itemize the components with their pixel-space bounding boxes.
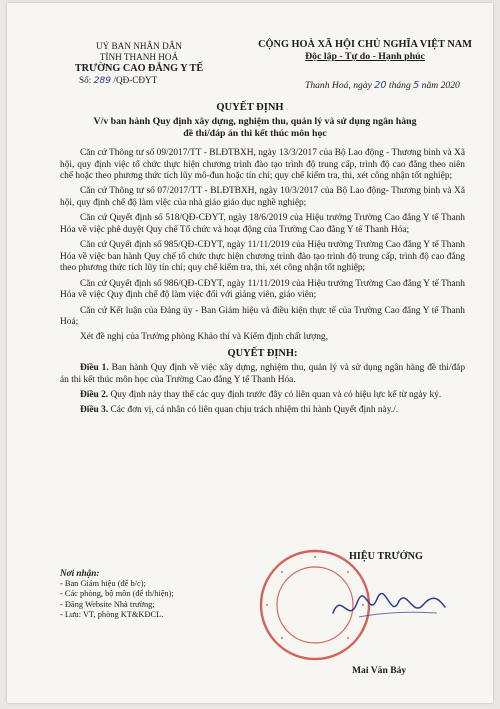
handwritten-month: 5 <box>413 80 420 91</box>
basis-paragraph: Căn cứ Kết luận của Đảng ủy - Ban Giám hiệu và điều kiện thực tế của Trường Cao đẳng Y tế Thanh Hoá; <box>60 305 465 328</box>
recipient-item: - Các phòng, bộ môn (để th/hiện); <box>60 589 174 599</box>
national-title: CỘNG HOÀ XÃ HỘI CHỦ NGHĨA VIỆT NAM <box>258 39 472 50</box>
decision-number: Số: 289 /QĐ-CĐYT <box>79 74 158 86</box>
basis-paragraph: Căn cứ Thông tư số 09/2017/TT - BLĐTBXH, ngày 13/3/2017 của Bộ Lao động - Thương binh và Xã hội, quy định việc tổ chức thực hiện chương trình đào tạo trình độ trung cấp, trình độ cao đẳng theo niên chế hoặc theo phương thức tích lũy mô-đun hoặc tín chỉ; quy chế kiểm tra, thi, xét công nhận tốt nghiệp; <box>60 148 465 182</box>
basis-paragraph: Căn cứ Quyết định số 986/QĐ-CĐYT, ngày 11/11/2019 của Hiệu trưởng Trường Cao đẳng Y tế Thanh Hóa về việc Quy định chế độ làm việc đối với giảng viên, giáo viên; <box>60 278 465 301</box>
school-name: TRƯỜNG CAO ĐẲNG Y TẾ <box>74 63 204 75</box>
document-title: QUYẾT ĐỊNH <box>216 102 284 113</box>
proposal-paragraph: Xét đề nghị của Trưởng phòng Khảo thí và Kiểm định chất lượng, <box>80 332 328 343</box>
national-header <box>245 39 485 63</box>
recipients-block <box>60 568 174 621</box>
signature-scribble-icon <box>329 583 449 633</box>
recipient-item: - Lưu: VT, phòng KT&KĐCL. <box>60 610 164 620</box>
article-3: Điều 3. Các đơn vị, cá nhân có liên quan chịu trách nhiệm thi hành Quyết định này./. <box>80 405 399 416</box>
handwritten-day: 20 <box>374 80 387 91</box>
article-2: Điều 2. Quy định này thay thế các quy định trước đây có liên quan và có hiệu lực kể từ ngày ký. <box>80 390 442 401</box>
basis-paragraph: Căn cứ Quyết định số 518/QĐ-CĐYT, ngày 18/6/2019 của Hiệu trưởng Trường Cao đẳng Y tế Thanh Hóa về việc phê duyệt Quy chế Tổ chức và hoạt động của Trường Cao đẳng Y tế Thanh Hóa; <box>60 213 465 235</box>
recipients-heading: Nơi nhận: <box>60 568 100 578</box>
national-motto: Độc lập - Tự do - Hạnh phúc <box>305 51 425 62</box>
document-body <box>60 148 465 421</box>
authority-line-1: UỶ BAN NHÂN DÂN <box>95 41 182 51</box>
issue-date: Thanh Hoá, ngày 20 tháng 5 năm 2020 <box>305 80 460 91</box>
basis-paragraph: Căn cứ Thông tư số 07/2017/TT - BLĐTBXH, ngày 10/3/2017 của Bộ Lao động- Thương binh và Xã hội, quy định chế độ làm việc của nhà giáo giáo dục nghề nghiệp; <box>60 186 465 209</box>
basis-paragraph: Căn cứ Quyết định số 985/QĐ-CĐYT, ngày 11/11/2019 của Hiệu trưởng Trường Cao đẳng Y tế Thanh Hóa về việc ban hành Quy chế tổ chức thực hiện chương trình đào tạo trình độ trung cấp, trình độ cao đẳng theo phương thức tích lũy tín chỉ; quy chế kiểm tra, thi, xét công nhận tốt nghiệp; <box>60 240 465 274</box>
authority-line-2: TỈNH THANH HOÁ <box>99 52 179 63</box>
document-subtitle: V/v ban hành Quy định xây dựng, nghiệm thu, quản lý và sử dụng ngân hàng đề thi/đáp án thi kết thúc môn học <box>93 116 417 139</box>
signer-name: Mai Văn Bảy <box>352 665 407 676</box>
recipient-item: - Đăng Website Nhà trường; <box>60 599 155 609</box>
decision-heading: QUYẾT ĐỊNH: <box>227 347 298 359</box>
recipient-item: - Ban Giám hiệu (để b/c); <box>60 578 146 588</box>
document-page <box>7 3 493 703</box>
article-1: Điều 1. Ban hành Quy định về việc xây dựng, nghiệm thu, quản lý và sử dụng ngân hàng đề thi/đáp án thi kết thúc môn học của Trường Cao đẳng Y tế Thanh Hóa. <box>60 363 466 385</box>
handwritten-number: 289 <box>93 74 112 86</box>
signer-title: HIỆU TRƯỞNG <box>349 551 423 562</box>
issuing-authority <box>49 41 229 86</box>
